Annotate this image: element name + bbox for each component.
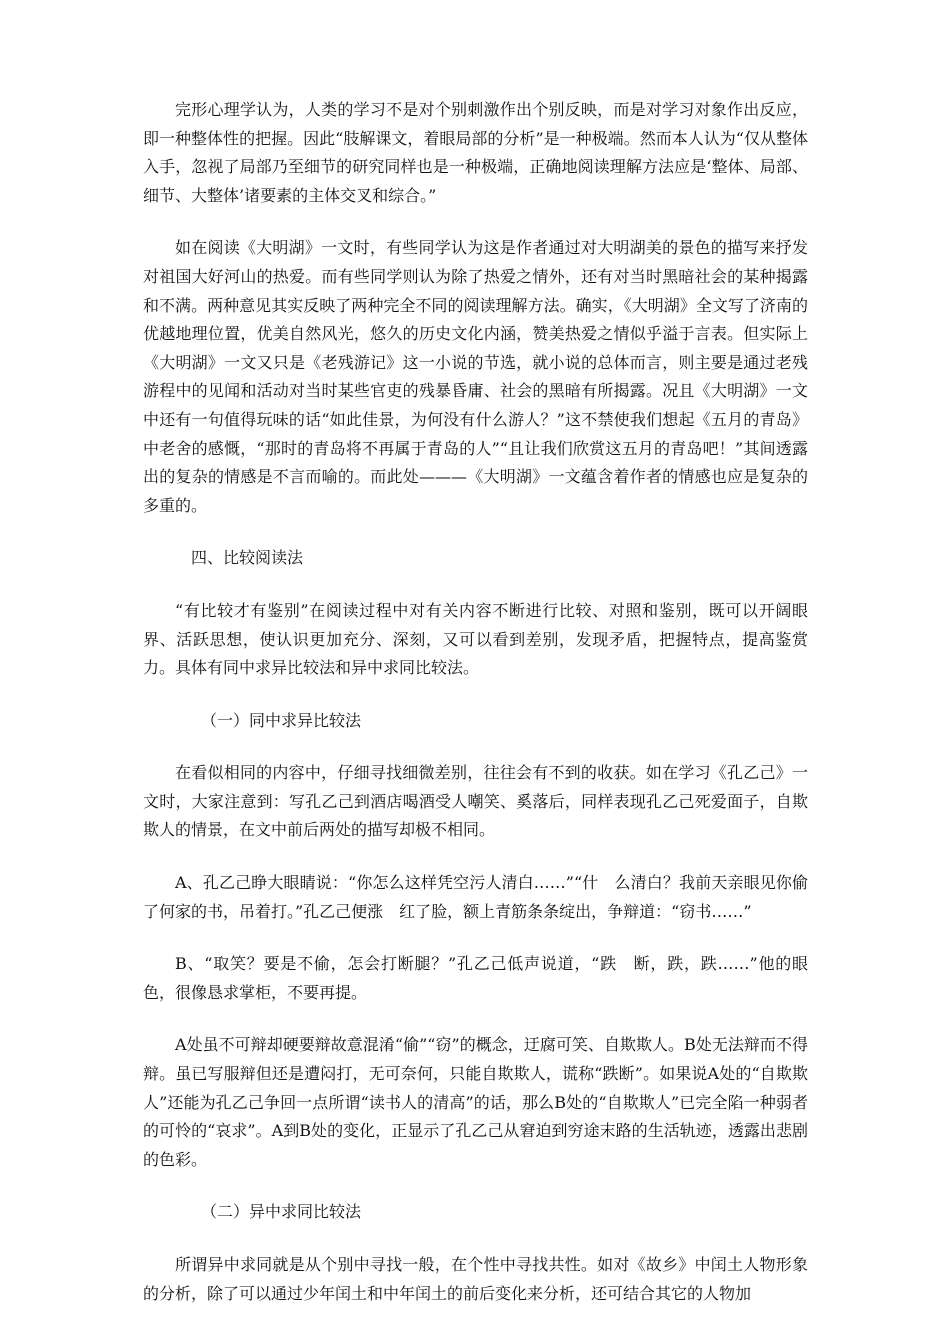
subheading-difference-in-similarity: （一）同中求异比较法 [201,710,362,730]
paragraph-daminghu-example: 如在阅读《大明湖》一文时，有些同学认为这是作者通过对大明湖美的景色的描写来抒发对祖国大好河山的热爱。而有些同学则认为除了热爱之情外，还有对当时黑暗社会的某种揭露和不满。两种意见其实反映了两种完全不同的阅读理解方法。确实，《大明湖》全文写了济南的优越地理位置，优美自然风光，悠久的历史文化内涵，赞美热爱之情似乎溢于言表。但实际上《大明湖》一文又只是《老残游记》这一小说的节选，就小说的总体而言，则主要是通过老残游程中的见闻和活动对当时某些官吏的残暴昏庸、社会的黑暗有所揭露。况且《大明湖》一文中还有一句值得玩味的话“如此佳景，为何没有什么游人？”这不禁使我们想起《五月的青岛》中老舍的感慨，“那时的青岛将不再属于青岛的人”“且让我们欣赏这五月的青岛吧！”其间透露出的复杂的情感是不言而喻的。而此处———《大明湖》一文蕴含着作者的情感也应是复杂的多重的。 [143,238,808,515]
subheading-similarity-in-difference: （二）异中求同比较法 [201,1202,362,1222]
section-heading-comparative-reading: 四、比较阅读法 [191,548,304,568]
paragraph-guxiang-runtu: 所谓异中求同就是从个别中寻找一般，在个性中寻找共性。如对《故乡》中闰土人物形象的分析，除了可以通过少年闰土和中年闰土的前后变化来分析，还可结合其它的人物加 [143,1255,808,1303]
paragraph-gestalt-psychology: 完形心理学认为，人类的学习不是对个别刺激作出个别反映，而是对学习对象作出反应，即一种整体性的把握。因此“肢解课文，着眼局部的分析”是一种极端。然而本人认为“仅从整体入手，忽视了局部乃至细节的研究同样也是一种极端，正确地阅读理解方法应是‘整体、局部、细节、大整体’诸要素的主体交叉和综合。” [143,100,808,205]
paragraph-ab-analysis: A处虽不可辩却硬要辩故意混淆“偷”“窃”的概念，迂腐可笑、自欺欺人。B处无法辩而不得辩。虽已写服辩但还是遭闷打，无可奈何，只能自欺欺人，谎称“跌断”。如果说A处的“自欺欺人”还能为孔乙己争回一点所谓“读书人的清高”的话，那么B处的“自欺欺人”已完全陷一种弱者的可怜的“哀求”。A到B处的变化，正显示了孔乙己从窘迫到穷途末路的生活轨迹，透露出悲剧的色彩。 [143,1035,808,1169]
paragraph-example-b: B、“取笑？要是不偷，怎会打断腿？”孔乙己低声说道，“跌 断，跌，跌……”他的眼色，很像恳求掌柜，不要再提。 [143,954,808,1002]
paragraph-example-a: A、孔乙己睁大眼睛说：“你怎么这样凭空污人清白……”“什 么清白？我前天亲眼见你偷了何家的书，吊着打。”孔乙己便涨 红了脸，额上青筋条条绽出，争辩道：“窃书……” [143,873,808,921]
paragraph-comparison-intro: “有比较才有鉴别”在阅读过程中对有关内容不断进行比较、对照和鉴别，既可以开阔眼界、活跃思想，使认识更加充分、深刻，又可以看到差别，发现矛盾，把握特点，提高鉴赏力。具体有同中求异比较法和异中求同比较法。 [143,600,808,678]
document-body [143,96,808,1332]
paragraph-kongyiji-intro: 在看似相同的内容中，仔细寻找细微差别，往往会有不到的收获。如在学习《孔乙己》一文时，大家注意到：写孔乙己到酒店喝酒受人嘲笑、奚落后，同样表现孔乙己死爱面子，自欺欺人的情景，在文中前后两处的描写却极不相同。 [143,763,808,840]
